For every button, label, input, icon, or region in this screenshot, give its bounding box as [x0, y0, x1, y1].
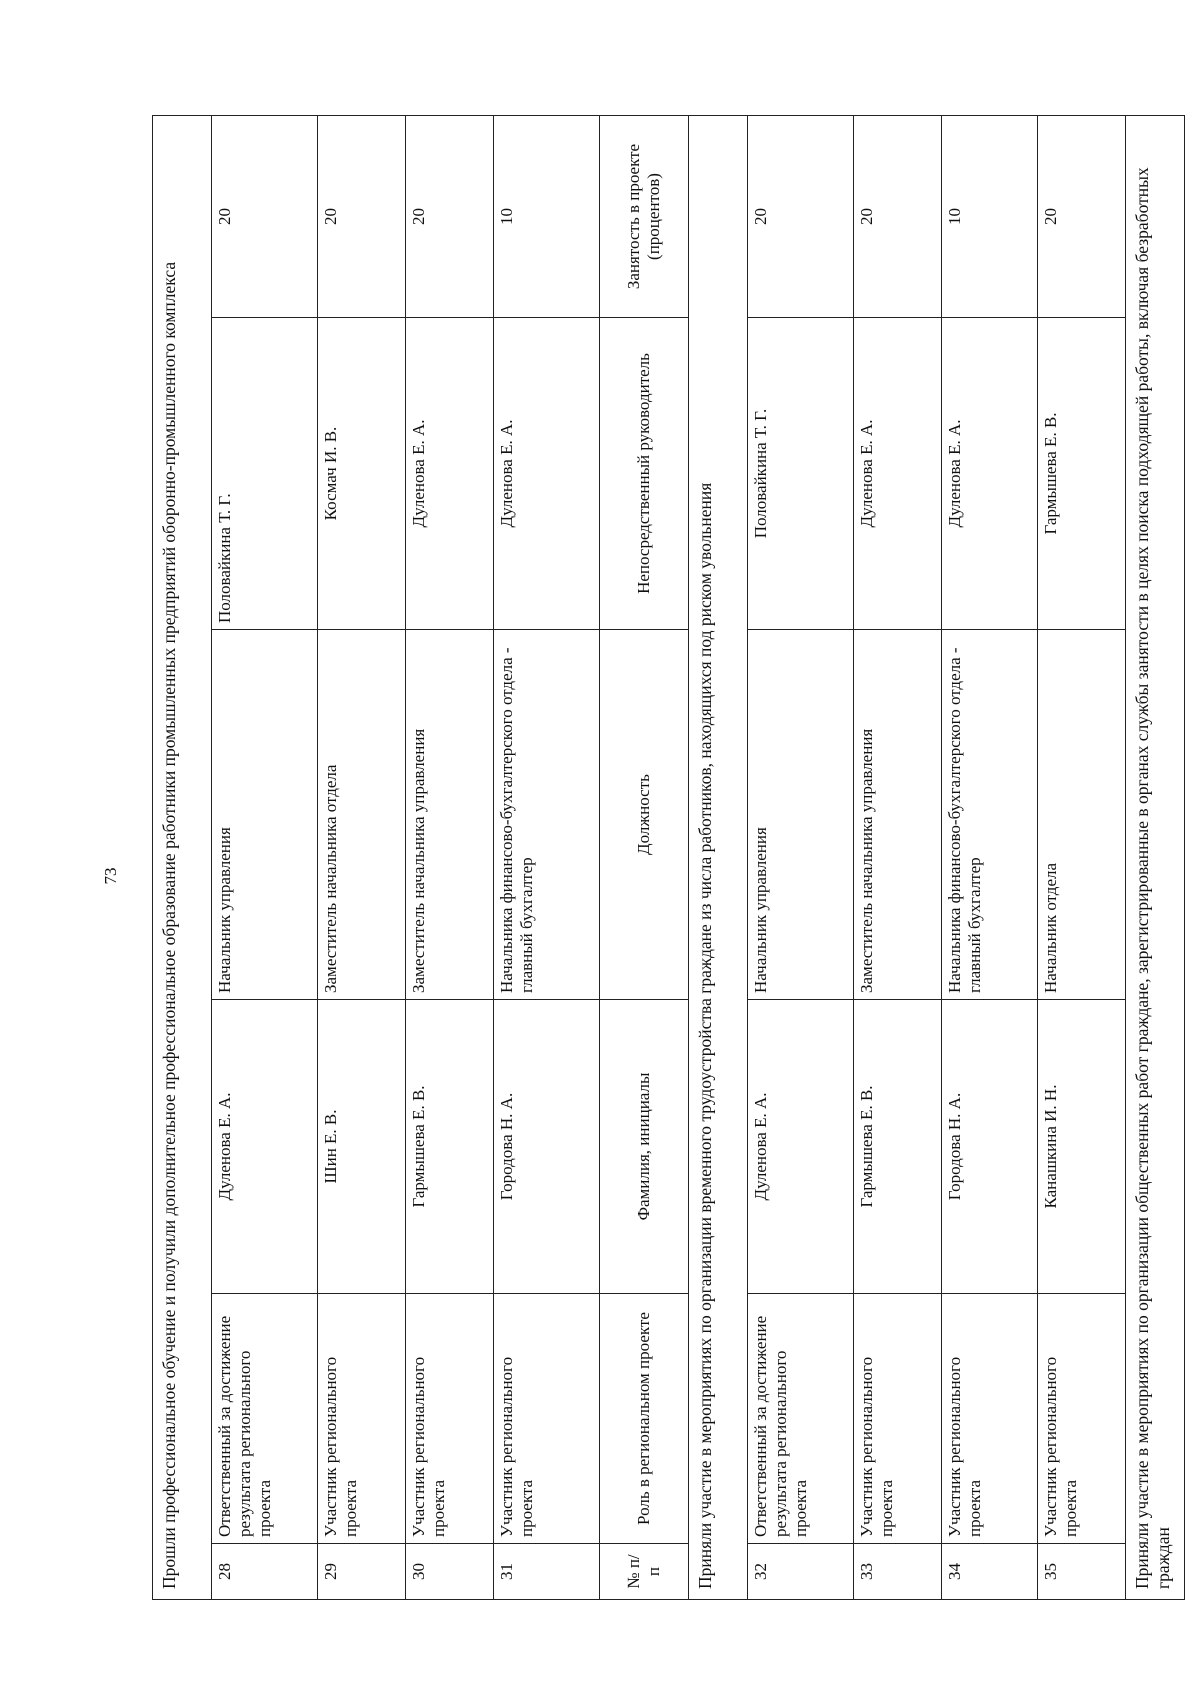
header-role: Роль в региональном проекте — [600, 1294, 689, 1544]
role-cell: Участник регионального проекта — [494, 1294, 600, 1544]
name-cell: Городова Н. А. — [494, 1000, 600, 1294]
employment-cell: 10 — [942, 116, 1038, 318]
position-cell: Начальник управления — [748, 630, 854, 1000]
manager-cell: Дуленова Е. А. — [494, 318, 600, 630]
rotated-page-content — [152, 116, 1173, 1600]
row-number: 28 — [212, 1544, 318, 1600]
name-cell: Гармышева Е. В. — [854, 1000, 942, 1294]
name-cell: Дуленова Е. А. — [212, 1000, 318, 1294]
position-cell: Заместитель начальника управления — [854, 630, 942, 1000]
position-cell: Начальник отдела — [1038, 630, 1126, 1000]
position-cell: Заместитель начальника отдела — [318, 630, 406, 1000]
row-number: 33 — [854, 1544, 942, 1600]
header-num: № п/п — [600, 1544, 689, 1600]
row-number: 32 — [748, 1544, 854, 1600]
position-cell: Начальника финансово-бухгалтерского отдела - главный бухгалтер — [494, 630, 600, 1000]
role-cell: Участник регионального проекта — [942, 1294, 1038, 1544]
manager-cell: Дуленова Е. А. — [854, 318, 942, 630]
manager-cell: Половайкина Т. Г. — [748, 318, 854, 630]
name-cell: Городова Н. А. — [942, 1000, 1038, 1294]
row-number: 29 — [318, 1544, 406, 1600]
table-row — [494, 116, 600, 1600]
manager-cell: Гармышева Е. В. — [1038, 318, 1126, 630]
table-row — [1038, 116, 1126, 1600]
table-row — [854, 116, 942, 1600]
role-cell: Участник регионального проекта — [854, 1294, 942, 1544]
manager-cell: Космач И. В. — [318, 318, 406, 630]
row-number: 30 — [406, 1544, 494, 1600]
section-title: Приняли участие в мероприятиях по организации временного трудоустройства граждане из числа работников, находящихся под риском увольнения — [689, 116, 748, 1600]
table-row — [318, 116, 406, 1600]
header-employment: Занятость в проекте (процентов) — [600, 116, 689, 318]
role-cell: Ответственный за достижение результата регионального проекта — [748, 1294, 854, 1544]
project-team-table — [152, 115, 1185, 1600]
employment-cell: 20 — [1038, 116, 1126, 318]
employment-cell: 20 — [212, 116, 318, 318]
table-row — [748, 116, 854, 1600]
position-cell: Начальник управления — [212, 630, 318, 1000]
employment-cell: 10 — [494, 116, 600, 318]
name-cell: Канашкина И. Н. — [1038, 1000, 1126, 1294]
section-title: Приняли участие в мероприятиях по организации общественных работ граждане, зарегистрированные в органах службы занятости в целях поиска подходящей работы, включая безработных граждан — [1126, 116, 1185, 1600]
role-cell: Участник регионального проекта — [318, 1294, 406, 1544]
row-number: 35 — [1038, 1544, 1126, 1600]
employment-cell: 20 — [406, 116, 494, 318]
name-cell: Шин Е. В. — [318, 1000, 406, 1294]
role-cell: Ответственный за достижение результата регионального проекта — [212, 1294, 318, 1544]
employment-cell: 20 — [854, 116, 942, 318]
section-title: Прошли профессиональное обучение и получили дополнительное профессиональное образование работники промышленных предприятий оборонно-промышленного комплекса — [153, 116, 212, 1600]
row-number: 31 — [494, 1544, 600, 1600]
employment-cell: 20 — [748, 116, 854, 318]
page-number: 73 — [101, 867, 120, 885]
name-cell: Дуленова Е. А. — [748, 1000, 854, 1294]
table-row — [942, 116, 1038, 1600]
position-cell: Начальника финансово-бухгалтерского отдела - главный бухгалтер — [942, 630, 1038, 1000]
role-cell: Участник регионального проекта — [406, 1294, 494, 1544]
header-position: Должность — [600, 630, 689, 1000]
manager-cell: Дуленова Е. А. — [942, 318, 1038, 630]
table-header-row — [600, 116, 689, 1600]
header-manager: Непосредственный руководитель — [600, 318, 689, 630]
row-number: 34 — [942, 1544, 1038, 1600]
table-row — [406, 116, 494, 1600]
manager-cell: Дуленова Е. А. — [406, 318, 494, 630]
table-row — [212, 116, 318, 1600]
name-cell: Гармышева Е. В. — [406, 1000, 494, 1294]
manager-cell: Половайкина Т. Г. — [212, 318, 318, 630]
employment-cell: 20 — [318, 116, 406, 318]
header-name: Фамилия, инициалы — [600, 1000, 689, 1294]
position-cell: Заместитель начальника управления — [406, 630, 494, 1000]
role-cell: Участник регионального проекта — [1038, 1294, 1126, 1544]
